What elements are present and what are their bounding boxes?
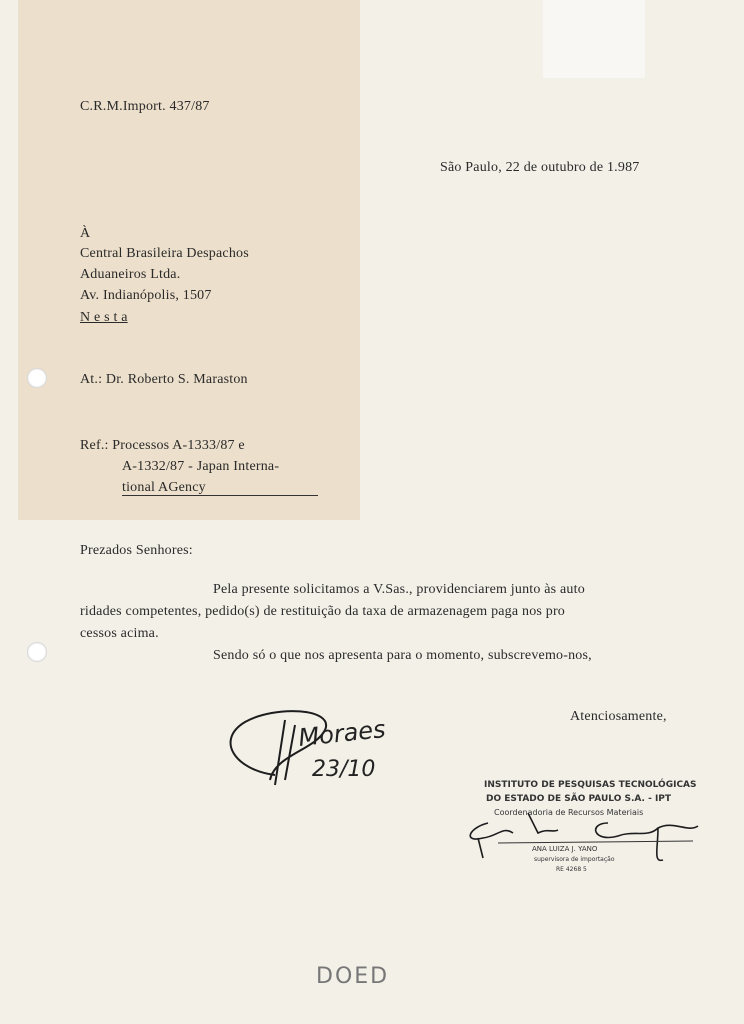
attention-line: At.: Dr. Roberto S. Maraston [80,372,248,387]
body-line: Pela presente solicitamos a V.Sas., providenciarem junto às auto [213,582,585,597]
recipient-line: Aduaneiros Ltda. [80,267,181,282]
stamp-name: ANA LUIZA J. YANO [532,845,598,853]
salutation: Prezados Senhores: [80,543,193,558]
ref-line: A-1332/87 - Japan Interna- [122,459,280,474]
punch-hole [27,368,47,388]
stamp-id: RE 4268 5 [556,866,587,873]
punch-hole [27,642,47,662]
body-line: cessos acima. [80,626,159,641]
bottom-handwritten-note: DOED [316,964,390,989]
signature-left: Moraes [297,715,387,752]
stamp-line: Coordenadoria de Recursos Materiais [494,808,644,817]
stamp-line: DO ESTADO DE SÃO PAULO S.A. - IPT [486,794,672,804]
ref-underline [122,495,318,496]
recipient-line: Av. Indianópolis, 1507 [80,288,212,303]
stamp-line: INSTITUTO DE PESQUISAS TECNOLÓGICAS [484,780,697,790]
reference-number: C.R.M.Import. 437/87 [80,99,210,114]
closing: Atenciosamente, [570,709,667,724]
ref-line: Ref.: Processos A-1333/87 e [80,438,245,453]
recipient-line: Central Brasileira Despachos [80,246,249,261]
place-date: São Paulo, 22 de outubro de 1.987 [440,160,640,175]
stamp-role: supervisora de importação [534,856,615,863]
body-line: ridades competentes, pedido(s) de restituição da taxa de armazenagem paga nos pro [80,604,566,619]
body-line: Sendo só o que nos apresenta para o momento, subscrevemo-nos, [213,648,592,663]
recipient-prefix: À [80,226,91,241]
handwritten-date: 23/10 [312,757,376,782]
paper-patch [543,0,645,78]
recipient-city: N e s t a [80,310,128,325]
ref-line: tional AGency [122,480,206,495]
